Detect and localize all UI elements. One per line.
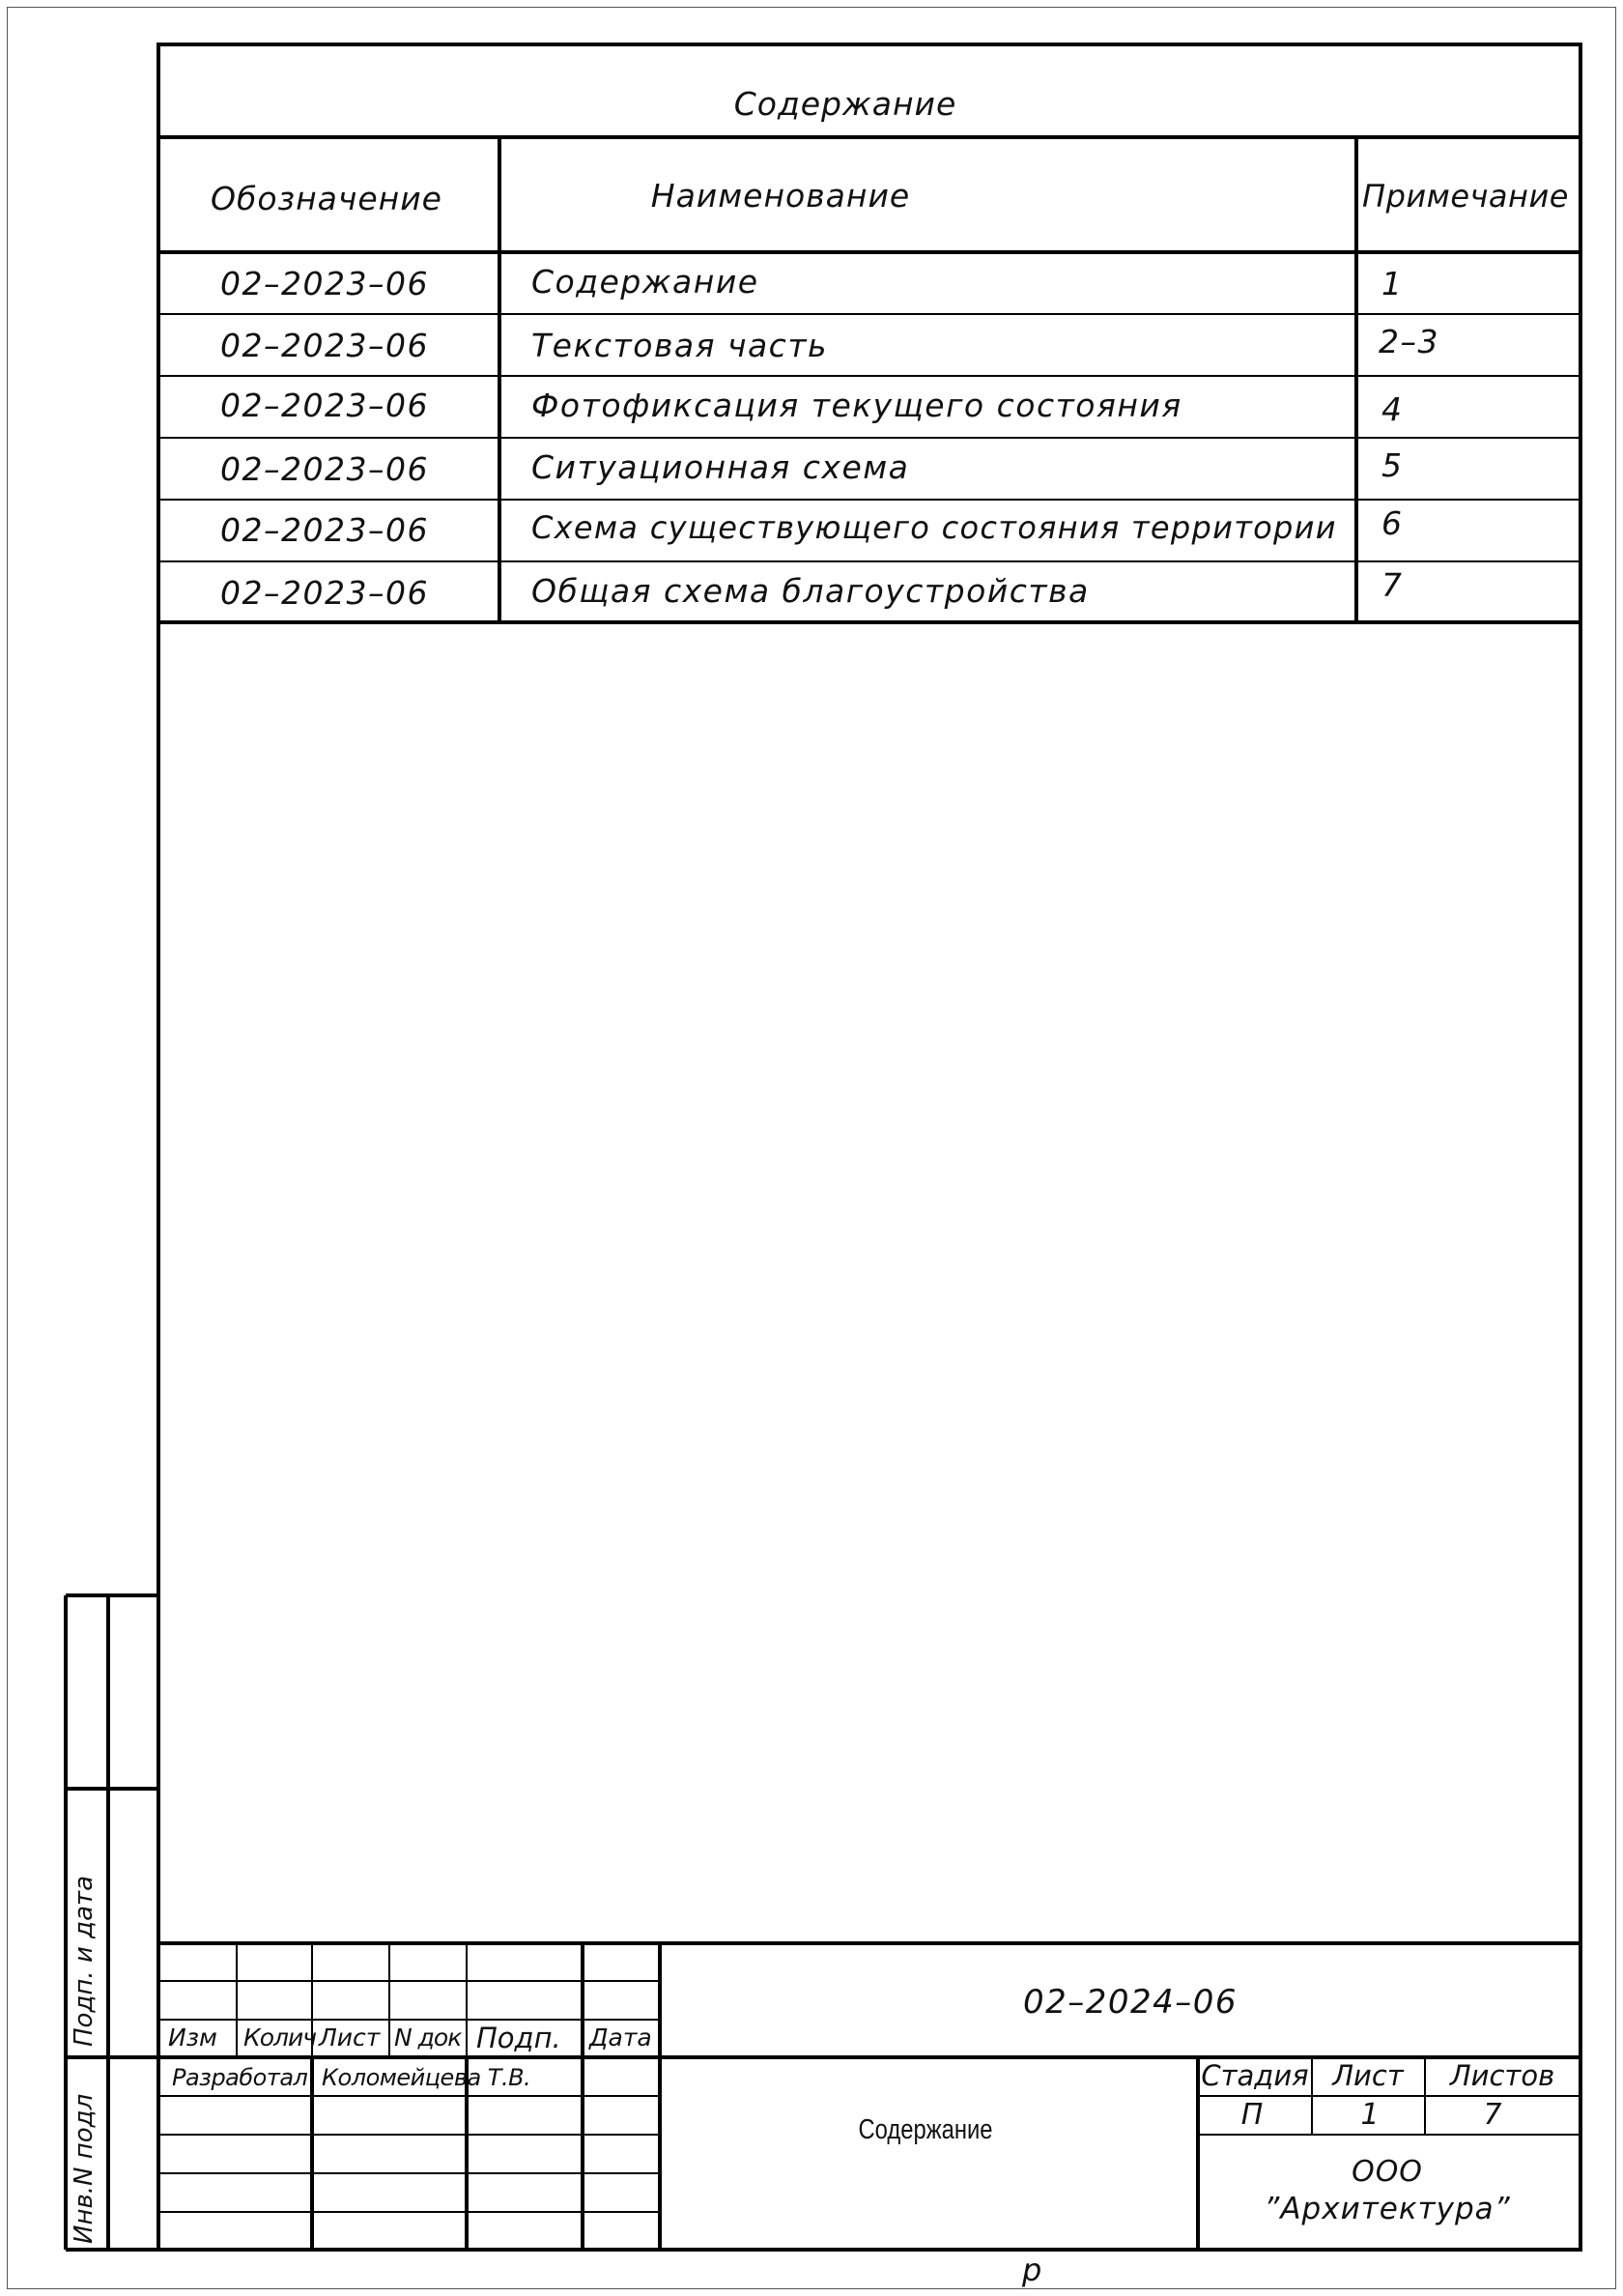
stage-value: П	[1240, 2098, 1264, 2132]
row-name: Текстовая часть	[531, 327, 828, 364]
column-header-name: Наименование	[650, 177, 911, 215]
stamp-sign-date-label: Подп. и дата	[70, 1875, 99, 2047]
sheet-value: 1	[1360, 2098, 1380, 2132]
row-name: Схема существующего состояния территории	[531, 509, 1337, 546]
row-name: Содержание	[531, 263, 759, 301]
sheet-label: Лист	[1332, 2059, 1404, 2092]
row-note: 2–3	[1379, 323, 1439, 360]
stamp-inventory-number-label: Инв.N подл	[70, 2093, 99, 2244]
row-designation: 02–2023–06	[220, 265, 429, 302]
row-designation: 02–2023–06	[220, 450, 429, 488]
column-kolich: Колич	[243, 2023, 317, 2052]
row-designation: 02–2023–06	[220, 387, 429, 424]
sheets-label: Листов	[1449, 2059, 1555, 2092]
column-izm: Изм	[168, 2023, 217, 2052]
developer-name: Коломейцева Т.В.	[322, 2064, 531, 2091]
page-title: Содержание	[733, 85, 957, 123]
column-header-designation: Обозначение	[211, 180, 442, 217]
row-designation: 02–2023–06	[220, 327, 429, 364]
row-note: 4	[1381, 390, 1404, 428]
column-data: Дата	[589, 2023, 652, 2052]
document-code: 02–2024–06	[1022, 1983, 1239, 2022]
footer-mark: р	[1022, 2252, 1042, 2288]
sheet-title: Содержание	[858, 2114, 993, 2145]
column-podp: Подп.	[476, 2022, 561, 2054]
sheets-value: 7	[1483, 2098, 1502, 2132]
row-note: 1	[1381, 265, 1404, 302]
stage-label: Стадия	[1201, 2059, 1309, 2092]
row-name: Ситуационная схема	[531, 448, 910, 486]
row-designation: 02–2023–06	[220, 574, 429, 612]
column-ndok: N док	[394, 2023, 462, 2052]
organization-name: ”Архитектура”	[1264, 2192, 1511, 2226]
column-header-note: Примечание	[1362, 178, 1569, 215]
column-list: Лист	[319, 2023, 381, 2052]
role-developed: Разработал	[172, 2064, 308, 2091]
row-note: 7	[1381, 566, 1404, 604]
organization-form: ООО	[1352, 2155, 1423, 2189]
row-note: 5	[1381, 446, 1404, 484]
row-note: 6	[1381, 504, 1404, 542]
row-name: Фотофиксация текущего состояния	[531, 387, 1182, 424]
row-designation: 02–2023–06	[220, 511, 429, 549]
row-name: Общая схема благоустройства	[531, 572, 1090, 610]
